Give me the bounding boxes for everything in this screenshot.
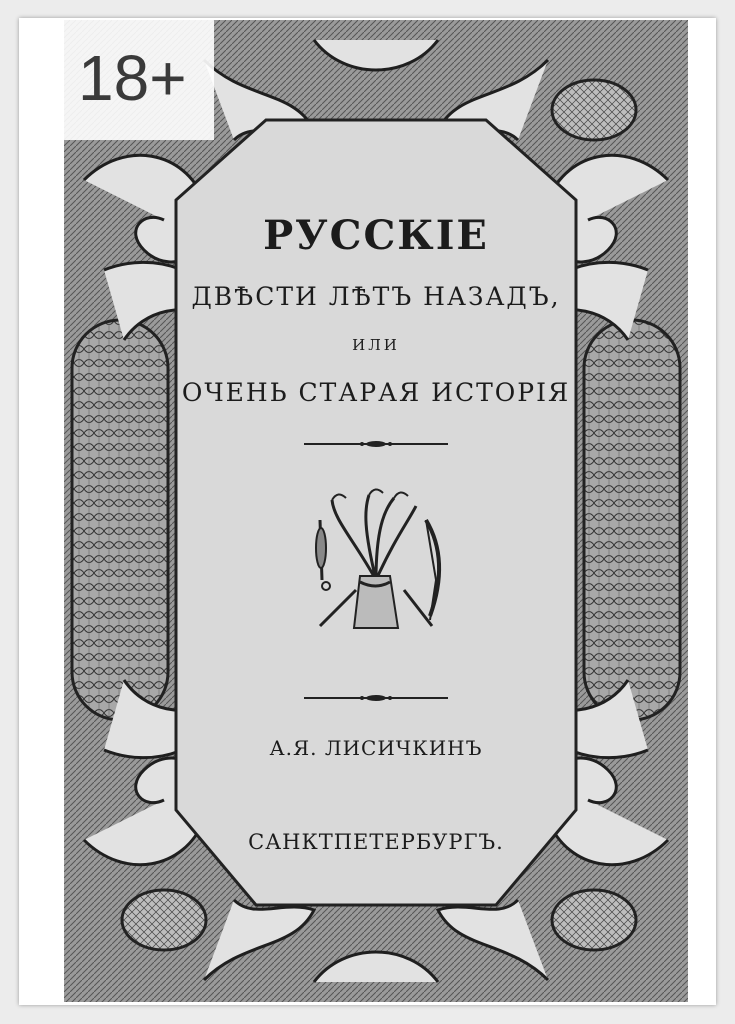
book-cover	[64, 20, 688, 1002]
age-rating-badge	[64, 20, 214, 140]
publication-city: САНКТПЕТЕРБУРГЪ.	[248, 830, 504, 854]
medallion-icon	[552, 890, 636, 950]
title-line-2: ДВѢСТИ ЛѢТЪ НАЗАДЪ,	[191, 282, 561, 311]
title-connector: ИЛИ	[352, 336, 400, 354]
age-rating-label: 18+	[78, 42, 187, 114]
medallion-icon	[122, 890, 206, 950]
medallion-icon	[552, 80, 636, 140]
title-line-1: РУССКІЕ	[263, 212, 489, 259]
author-name: А.Я. ЛИСИЧКИНЪ	[269, 736, 483, 760]
title-line-3: ОЧЕНЬ СТАРАЯ ИСТОРІЯ	[181, 378, 571, 407]
ornamental-frame	[64, 20, 688, 1002]
